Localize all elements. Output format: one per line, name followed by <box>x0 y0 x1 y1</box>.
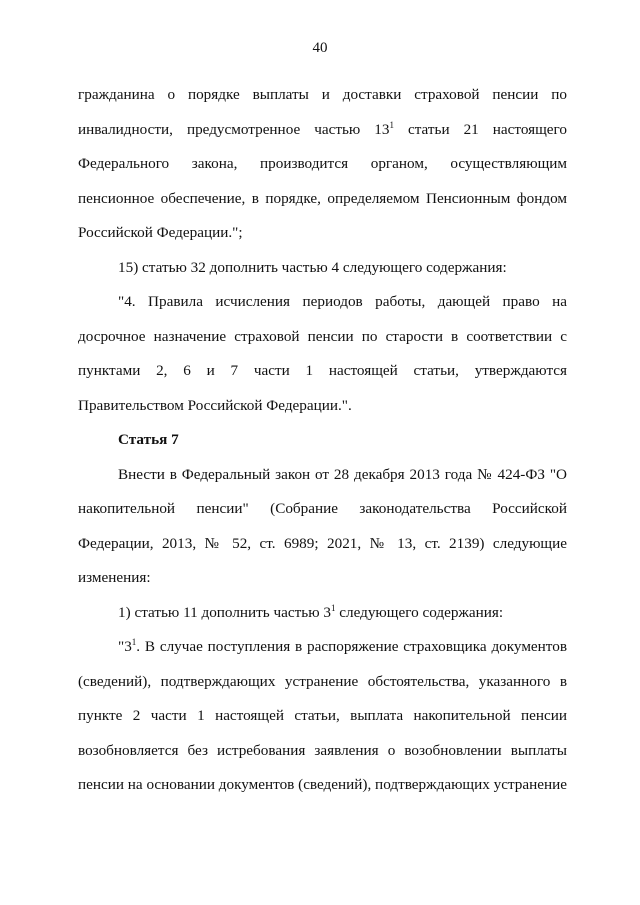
superscript: 1 <box>389 119 394 130</box>
paragraph-text: 1) статью 11 дополнить частью 3 <box>118 603 331 621</box>
paragraph-text: инвалидности, предусмотренное частью 13 <box>78 120 390 138</box>
paragraph-text: статьи 21 настоящего <box>393 120 567 138</box>
paragraph-text: "3 <box>118 638 132 655</box>
paragraph-quote-part-3-1 <box>78 630 567 803</box>
document-body <box>78 78 567 803</box>
article-heading: Статья 7 <box>118 431 179 448</box>
paragraph-text: . В случае поступления в распоряжение страховщика документов (сведений), подтверждающих устранение обстоятельства, указанного в пункте 2 части 1 настоящей статьи, выплата накопительной пенсии возобновляется без истребования заявления о возобновлении выплаты пенсии на основании документов (сведений), подтверждающих устранение <box>78 638 568 793</box>
paragraph-item-15: 15) статью 32 дополнить частью 4 следующего содержания: <box>118 258 507 276</box>
paragraph-item-1 <box>78 596 567 631</box>
paragraph-text: Федерального закона, производится органом, осуществляющим пенсионное обеспечение, в порядке, определяемом Пенсионным фондом Российской Федерации."; <box>78 155 567 241</box>
page-number: 40 <box>312 40 328 56</box>
superscript: 1 <box>330 602 336 613</box>
paragraph-continuation <box>78 78 567 251</box>
paragraph-text: следующего содержания: <box>335 603 504 621</box>
paragraph-quote-part-4: "4. Правила исчисления периодов работы, дающей право на досрочное назначение страховой пенсии по старости в соответствии с пунктами 2, 6 и 7 части 1 настоящей статьи, утверждаются Правительством Российской Федерации.". <box>78 293 567 414</box>
paragraph-text: гражданина о порядке выплаты и доставки страховой пенсии по <box>78 86 567 103</box>
superscript: 1 <box>131 637 137 647</box>
paragraph-article-7-intro: Внести в Федеральный закон от 28 декабря 2013 года № 424-ФЗ "О накопительной пенсии" (Собрание законодательства Российской Федерации, 2013, № 52, ст. 6989; 2021, № 13, ст. 2139) следующие изменения: <box>78 465 567 586</box>
